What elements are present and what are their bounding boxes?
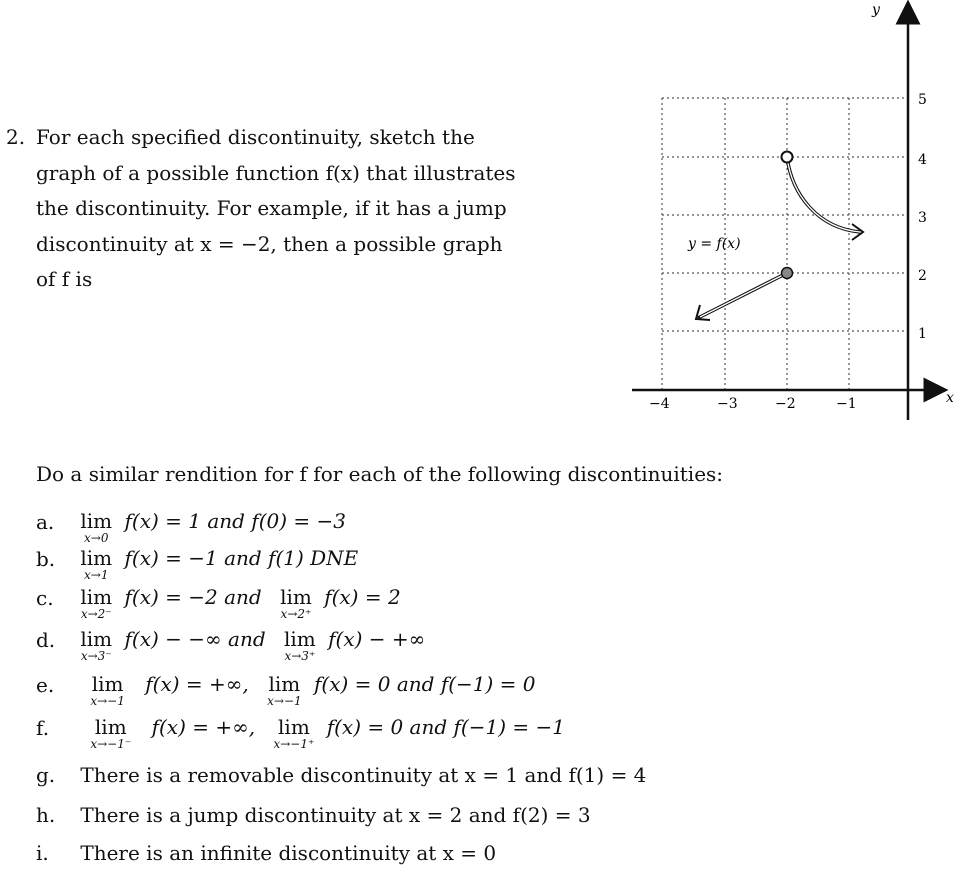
x-tick-label: −4 bbox=[649, 396, 670, 412]
intro-line-5: of f is bbox=[36, 267, 93, 291]
x-axis-label: x bbox=[946, 390, 954, 406]
limit-expression: lim x→−1⁺ bbox=[273, 715, 315, 751]
example-graph-svg bbox=[620, 0, 960, 430]
item-label: d. bbox=[36, 628, 56, 652]
item-expression: f(x) − −∞ and bbox=[124, 627, 266, 651]
item-expression: f(x) = 1 and f(0) = −3 bbox=[124, 509, 346, 533]
limit-expression: lim x→3⁻ bbox=[80, 627, 113, 663]
left-branch-fill bbox=[700, 273, 787, 317]
function-label: y = f(x) bbox=[688, 236, 741, 252]
item-label: h. bbox=[36, 803, 56, 827]
list-item bbox=[36, 673, 536, 713]
list-item bbox=[36, 803, 591, 843]
item-expression: f(x) = 2 bbox=[324, 585, 401, 609]
list-item bbox=[36, 547, 358, 587]
item-expression: f(x) = −2 and bbox=[124, 585, 262, 609]
item-label: b. bbox=[36, 547, 56, 571]
x-tick-label: −2 bbox=[775, 396, 796, 412]
limit-expression: lim x→−1⁻ bbox=[90, 715, 132, 751]
y-axis-label: y bbox=[872, 2, 880, 18]
intro-line-1: For each specified discontinuity, sketch the bbox=[36, 125, 475, 149]
y-tick-label: 1 bbox=[918, 326, 927, 342]
item-label: c. bbox=[36, 586, 54, 610]
x-tick-label: −3 bbox=[717, 396, 738, 412]
y-tick-label: 4 bbox=[918, 152, 927, 168]
item-label: e. bbox=[36, 673, 55, 697]
problem-number: 2. bbox=[6, 125, 26, 149]
intro-line-3: the discontinuity. For example, if it has a jump bbox=[36, 196, 507, 220]
item-expression: f(x) = +∞, bbox=[151, 715, 256, 739]
limit-expression: lim x→−1 bbox=[90, 672, 125, 708]
item-expression: f(x) = +∞, bbox=[145, 672, 249, 696]
intro-line-2: graph of a possible function f(x) that illustrates bbox=[36, 160, 516, 185]
list-item bbox=[36, 510, 346, 550]
limit-expression: lim x→2⁺ bbox=[280, 585, 312, 621]
example-graph bbox=[620, 0, 960, 430]
item-label: a. bbox=[36, 510, 55, 534]
list-item bbox=[36, 841, 496, 881]
item-text: There is a removable discontinuity at x = 1 and f(1) = 4 bbox=[80, 763, 647, 787]
list-item bbox=[36, 628, 425, 668]
closed-point bbox=[782, 268, 793, 279]
item-expression: f(x) = 0 and f(−1) = 0 bbox=[314, 672, 536, 696]
problem-intro bbox=[6, 120, 566, 298]
lead-text: Do a similar rendition for f for each of the following discontinuities: bbox=[36, 462, 724, 486]
open-point bbox=[782, 152, 793, 163]
y-tick-label: 3 bbox=[918, 210, 927, 226]
limit-expression: lim x→−1 bbox=[267, 672, 302, 708]
intro-line-4: discontinuity at x = −2, then a possible graph bbox=[36, 231, 503, 256]
x-tick-label: −1 bbox=[836, 396, 857, 412]
limit-expression: lim x→2⁻ bbox=[80, 585, 113, 621]
limit-expression: lim x→0 bbox=[80, 509, 113, 545]
limit-expression: lim x→1 bbox=[80, 546, 113, 582]
list-item bbox=[36, 763, 646, 803]
item-expression: f(x) = −1 and f(1) DNE bbox=[124, 546, 359, 570]
item-expression: f(x) = 0 and f(−1) = −1 bbox=[326, 715, 565, 739]
item-expression: f(x) − +∞ bbox=[328, 627, 426, 651]
item-text: There is an infinite discontinuity at x = 0 bbox=[80, 841, 497, 865]
y-tick-label: 2 bbox=[918, 268, 927, 284]
list-item bbox=[36, 586, 401, 626]
y-tick-label: 5 bbox=[918, 92, 927, 108]
limit-expression: lim x→3⁺ bbox=[284, 627, 316, 663]
list-item bbox=[36, 716, 565, 756]
item-label: i. bbox=[36, 841, 49, 865]
item-label: g. bbox=[36, 763, 56, 787]
item-text: There is a jump discontinuity at x = 2 and f(2) = 3 bbox=[80, 803, 591, 827]
item-label: f. bbox=[36, 716, 50, 740]
